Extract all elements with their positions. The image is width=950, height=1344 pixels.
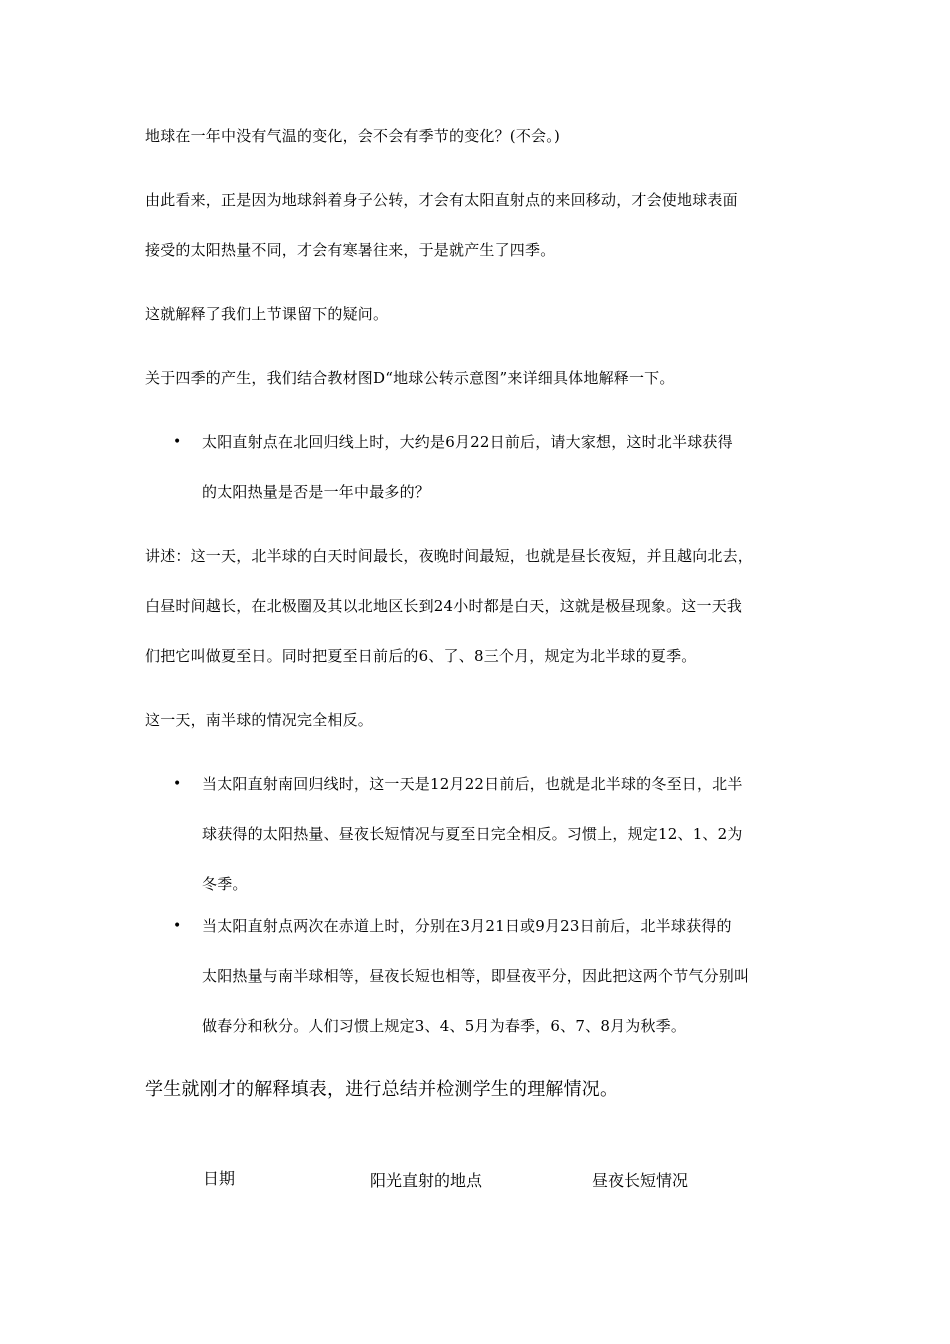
bullet-1-line-1: 太阳直射点在北回归线上时，大约是6月22日前后，请大家想，这时北半球获得	[202, 433, 733, 451]
paragraph-explained-question: 这就解释了我们上节课留下的疑问。	[145, 305, 389, 323]
bullet-1-line-2: 的太阳热量是否是一年中最多的？	[202, 483, 431, 501]
bullet-icon: •	[173, 918, 182, 934]
paragraph-fill-table-instruction: 学生就刚才的解释填表，进行总结并检测学生的理解情况。	[145, 1079, 619, 1100]
bullet-3-line-3: 做春分和秋分。人们习惯上规定3、4、5月为春季，6、7、8月为秋季。	[202, 1017, 687, 1035]
paragraph-tilt-line-1: 由此看来，正是因为地球斜着身子公转，才会有太阳直射点的来回移动，才会使地球表面	[145, 191, 738, 209]
bullet-3-line-2: 太阳热量与南半球相等，昼夜长短也相等，即昼夜平分，因此把这两个节气分别叫	[202, 967, 750, 985]
paragraph-summer-solstice-line-2: 白昼时间越长，在北极圈及其以北地区长到24小时都是白天，这就是极昼现象。这一天我	[145, 597, 743, 615]
bullet-2-line-1: 当太阳直射南回归线时，这一天是12月22日前后，也就是北半球的冬至日，北半	[202, 775, 743, 793]
table-header-direct-sunlight-location: 阳光直射的地点	[370, 1171, 483, 1190]
table-header-day-night-length: 昼夜长短情况	[592, 1171, 689, 1190]
table-header-date: 日期	[203, 1169, 236, 1188]
bullet-3-line-1: 当太阳直射点两次在赤道上时，分别在3月21日或9月23日前后，北半球获得的	[202, 917, 732, 935]
bullet-icon: •	[173, 776, 182, 792]
paragraph-summer-solstice-line-1: 讲述：这一天，北半球的白天时间最长，夜晚时间最短，也就是昼长夜短，并且越向北去，	[145, 547, 754, 565]
paragraph-four-seasons-intro: 关于四季的产生，我们结合教材图D“地球公转示意图”来详细具体地解释一下。	[145, 369, 675, 387]
paragraph-southern-opposite: 这一天，南半球的情况完全相反。	[145, 711, 374, 729]
paragraph-summer-solstice-line-3: 们把它叫做夏至日。同时把夏至日前后的6、了、8三个月，规定为北半球的夏季。	[145, 647, 697, 665]
paragraph-no-temperature-change: 地球在一年中没有气温的变化，会不会有季节的变化？(不会。)	[145, 127, 561, 145]
paragraph-tilt-line-2: 接受的太阳热量不同，才会有寒暑往来，于是就产生了四季。	[145, 241, 556, 259]
bullet-2-line-3: 冬季。	[202, 875, 248, 893]
bullet-icon: •	[173, 434, 182, 450]
bullet-2-line-2: 球获得的太阳热量、昼夜长短情况与夏至日完全相反。习惯上，规定12、1、2为	[202, 825, 743, 843]
